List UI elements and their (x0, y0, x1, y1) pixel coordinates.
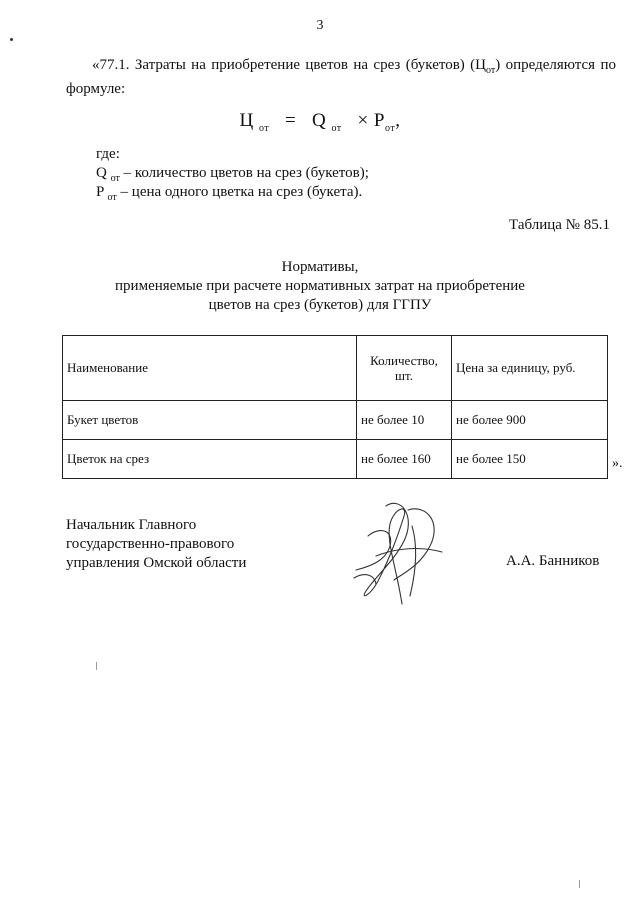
definition-q-sub: от (110, 173, 120, 184)
handwritten-signature (346, 496, 456, 611)
formula-lhs: Ц (239, 110, 254, 131)
header-qty-line2: шт. (395, 368, 413, 383)
table-row (63, 401, 608, 440)
formula-equals: = (284, 110, 297, 131)
position-line1: Начальник Главного (66, 517, 197, 533)
formula-times: × (357, 110, 369, 131)
norms-table (62, 335, 608, 479)
page-number: 3 (316, 18, 324, 33)
header-qty (357, 336, 452, 401)
row-qty: не более 10 (357, 401, 452, 440)
row-price: не более 150 (452, 440, 608, 479)
formula-tail: , (395, 110, 401, 131)
header-qty-line1: Количество, (370, 353, 438, 368)
scan-mark (579, 880, 580, 888)
intro-subscript: от (486, 65, 496, 76)
signatory-name: А.А. Банников (506, 553, 600, 569)
header-name: Наименование (63, 336, 357, 401)
table-header-row (63, 336, 608, 401)
definition-q (96, 165, 369, 184)
intro-text-start: «77.1. Затраты на приобретение цветов на срез (букетов) (Ц (92, 57, 486, 73)
scan-mark (96, 662, 97, 670)
definition-q-text: – количество цветов на срез (букетов); (119, 165, 369, 181)
row-name: Букет цветов (63, 401, 357, 440)
table-subtitle-line1: применяемые при расчете нормативных затрат на приобретение (115, 278, 525, 294)
definition-p-sub: от (107, 192, 117, 203)
table-subtitle-line2: цветов на срез (букетов) для ГГПУ (208, 297, 432, 313)
intro-paragraph (66, 56, 616, 99)
formula-p: P (373, 110, 385, 131)
formula (0, 110, 640, 134)
definition-p (96, 184, 362, 203)
table-row (63, 440, 608, 479)
row-name: Цветок на срез (63, 440, 357, 479)
formula-lhs-sub: от (258, 122, 270, 134)
definition-p-text: – цена одного цветка на срез (букета). (116, 184, 363, 200)
definition-q-symbol: Q (96, 165, 107, 181)
scan-dot (10, 38, 13, 41)
row-price: не более 900 (452, 401, 608, 440)
position-line2: государственно-правового (66, 536, 235, 552)
formula-p-sub: от (384, 122, 396, 134)
closing-quote: ». (612, 456, 623, 471)
intro-text-end: ) определяются по формуле: (66, 57, 616, 97)
table-title: Нормативы, (281, 259, 359, 275)
definition-p-symbol: P (96, 184, 104, 200)
definitions-where: где: (96, 146, 120, 162)
formula-q: Q (311, 110, 327, 131)
header-price: Цена за единицу, руб. (452, 336, 608, 401)
row-qty: не более 160 (357, 440, 452, 479)
table-number: Таблица № 85.1 (509, 217, 610, 233)
signatory-position (66, 516, 246, 573)
position-line3: управления Омской области (66, 555, 247, 571)
formula-q-sub: от (331, 122, 342, 134)
